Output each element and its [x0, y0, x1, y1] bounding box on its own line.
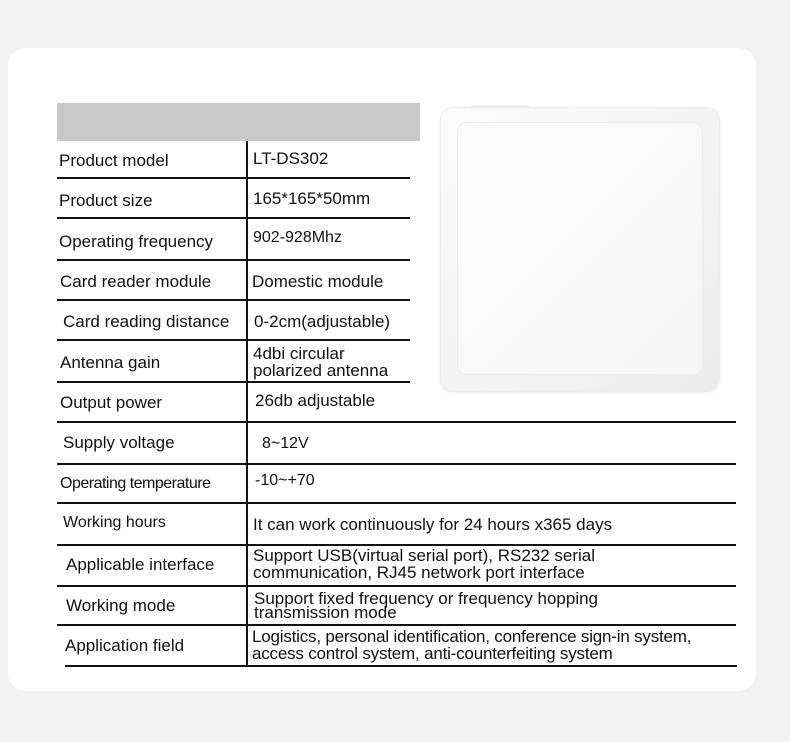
row-divider: [57, 177, 410, 179]
spec-label-operating-temperature: Operating temperature: [60, 475, 211, 492]
spec-label-product-size: Product size: [59, 191, 153, 210]
row-divider: [57, 217, 410, 219]
spec-value-operating-frequency: 902-928Mhz: [253, 229, 342, 246]
row-divider: [57, 381, 410, 383]
spec-label-working-mode: Working mode: [66, 596, 176, 615]
row-divider: [57, 421, 736, 423]
spec-label-card-reading-distance: Card reading distance: [63, 312, 230, 331]
spec-value-operating-temperature: -10~+70: [255, 472, 315, 489]
row-divider: [57, 585, 736, 587]
spec-value-supply-voltage: 8~12V: [262, 435, 309, 452]
spec-label-output-power: Output power: [60, 393, 163, 412]
row-divider: [57, 624, 736, 626]
rfid-reader-image: [441, 108, 719, 391]
spec-label-applicable-interface: Applicable interface: [66, 555, 215, 574]
spec-value-working-mode: Support fixed frequency or frequency hopping transmission mode: [254, 589, 599, 622]
spec-value-output-power: 26db adjustable: [255, 391, 376, 410]
spec-value-product-size: 165*165*50mm: [253, 189, 371, 208]
spec-label-product-model: Product model: [59, 151, 169, 170]
row-divider: [57, 463, 736, 465]
spec-value-antenna-gain: 4dbi circular polarized antenna: [253, 344, 389, 380]
spec-label-working-hours: Working hours: [63, 514, 166, 531]
row-divider: [57, 259, 410, 261]
spec-label-card-reader-module: Card reader module: [60, 272, 212, 291]
rfid-reader-face: [457, 122, 703, 375]
table-header-bar: [57, 103, 420, 141]
row-divider: [57, 299, 410, 301]
spec-value-application-field: Logistics, personal identification, conference sign-in system, access control system, anti-counterfeiting system: [252, 627, 692, 663]
spec-label-application-field: Application field: [65, 636, 185, 655]
spec-label-supply-voltage: Supply voltage: [63, 433, 175, 452]
spec-label-antenna-gain: Antenna gain: [60, 353, 161, 372]
spec-value-product-model: LT-DS302: [253, 149, 329, 168]
row-divider: [57, 502, 736, 504]
row-divider: [65, 665, 737, 667]
spec-value-card-reading-distance: 0-2cm(adjustable): [254, 312, 391, 331]
spec-label-operating-frequency: Operating frequency: [59, 232, 214, 251]
spec-value-applicable-interface: Support USB(virtual serial port), RS232 serial communication, RJ45 network port interface: [253, 546, 596, 582]
column-divider: [246, 141, 248, 667]
spec-value-working-hours: It can work continuously for 24 hours x365 days: [253, 515, 613, 534]
row-divider: [57, 339, 410, 341]
spec-value-card-reader-module: Domestic module: [252, 272, 384, 291]
